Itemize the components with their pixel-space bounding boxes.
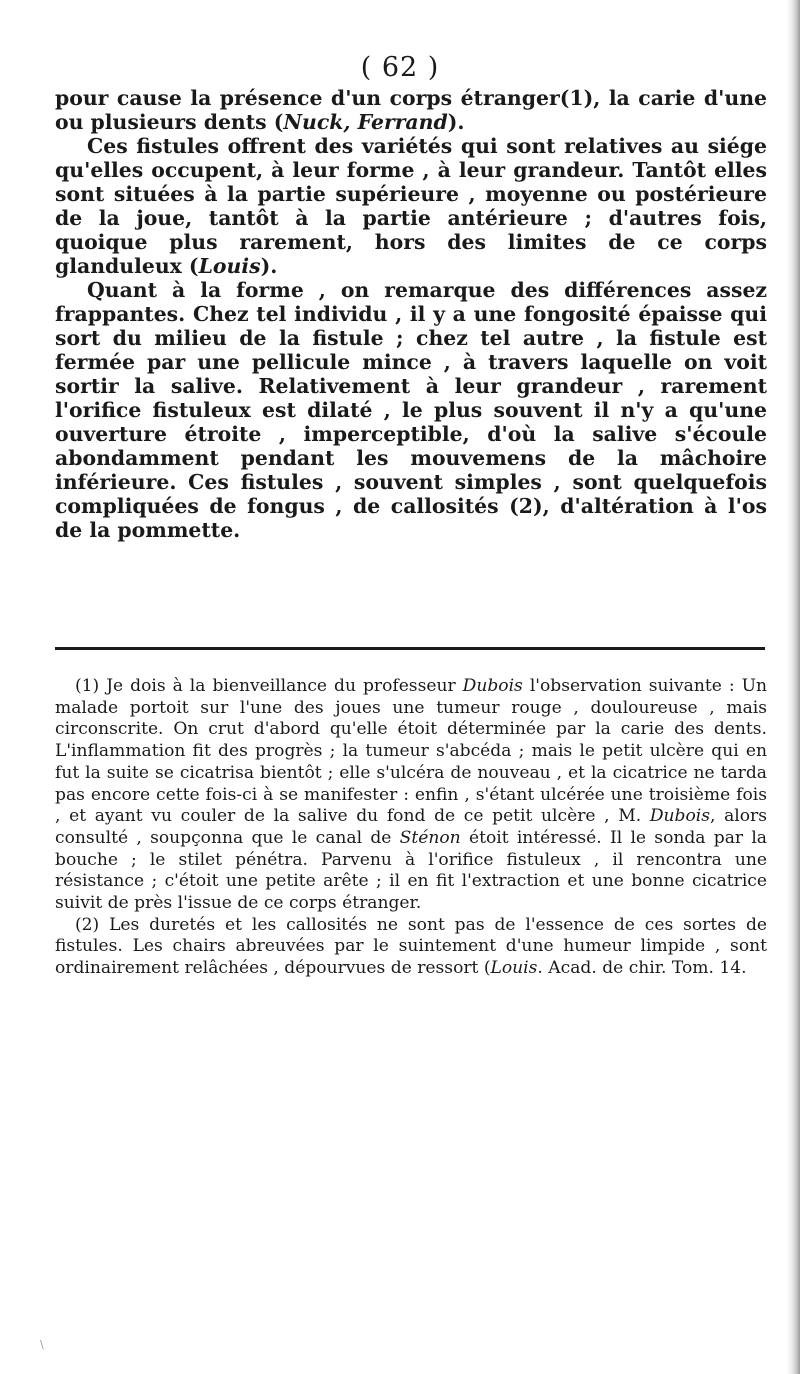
- main-text: [55, 86, 767, 542]
- cited-author: Louis: [198, 254, 261, 278]
- footnote-2: [55, 915, 767, 980]
- paragraph-2-end: ).: [260, 254, 278, 278]
- footnote-1-text-c: , alors consulté , soupçonna que le canal de: [55, 806, 767, 848]
- paragraph-1: [55, 86, 767, 134]
- footnote-1-text-b: l'observation suivante : Un malade portoit sur l'une des joues une tumeur rouge , douloureuse , mais circonscrite. On crut d'abord qu'elle étoit déterminée par la carie des dents. L'inflammation fit des progrès ; la tumeur s'abcéda ; mais le petit ulcère qui en fut la suite se cicatrisa bientôt ; elle s'ulcéra de nouveau , et la cicatrice ne tarda pas encore cette fois-ci à se manifester : enfin , s'étant ulcérée une troisième fois , et ayant vu couler de la salive du fond de ce petit ulcère , M.: [55, 676, 767, 827]
- footnotes: [55, 676, 767, 980]
- paragraph-1-text: pour cause la présence d'un corps étranger(1), la carie d'une ou plusieurs dents (: [55, 86, 767, 134]
- page-number: ( 62 ): [360, 52, 440, 83]
- footnote-2-text: (2) Les duretés et les callosités ne sont pas de l'essence de ces sortes de fistules. Les chairs abreuvées par le suintement d'une humeur limpide , sont ordinairement relâchées , dépourvues de ressort (: [55, 914, 767, 979]
- paragraph-3: Quant à la forme , on remarque des différences assez frappantes. Chez tel individu , il y a une fongosité épaisse qui sort du milieu de la fistule ; chez tel autre , la fistule est fermée par une pellicule mince , à travers laquelle on voit sortir la salive. Relativement à leur grandeur , rarement l'orifice fistuleux est dilaté , le plus souvent il n'y a qu'une ouverture étroite , imperceptible, d'où la salive s'écoule abondamment pendant les mouvemens de la mâchoire inférieure. Ces fistules , souvent simples , sont quelquefois compliquées de fongus , de callosités (2), d'altération à l'os de la pommette.: [55, 278, 767, 542]
- footnote-1-text: (1) Je dois à la bienveillance du professeur: [75, 676, 463, 696]
- footnote-name-dubois: Dubois: [462, 676, 523, 696]
- footnote-1-text-d: étoit intéressé. Il le sonda par la bouche ; le stilet pénétra. Parvenu à l'orifice fistuleux , il rencontra une résistance ; c'étoit une petite arête ; il en fit l'extraction et une bonne cicatrice suivit de près l'issue de ce corps étranger.: [55, 827, 768, 914]
- footnote-name-stenon: Sténon: [399, 827, 461, 848]
- footnote-name-dubois-2: Dubois: [649, 806, 711, 827]
- paragraph-2: [55, 134, 767, 278]
- cited-authors: Nuck, Ferrand: [283, 110, 448, 134]
- stray-pencil-mark: \: [40, 1338, 44, 1351]
- footnote-1: [55, 676, 767, 915]
- footnote-separator: [55, 647, 765, 650]
- footnote-name-louis: Louis: [490, 958, 538, 979]
- paragraph-1-end: ).: [447, 110, 465, 134]
- footnote-2-end: . Acad. de chir. Tom. 14.: [537, 958, 747, 979]
- paragraph-2-text: Ces fistules offrent des variétés qui sont relatives au siége qu'elles occupent, à leur forme , à leur grandeur. Tantôt elles sont situées à la partie supérieure , moyenne ou postérieure de la joue, tantôt à la partie antérieure ; d'autres fois, quoique plus rarement, hors des limites de ce corps glanduleux (: [55, 134, 767, 278]
- scan-page-edge: [786, 0, 800, 1374]
